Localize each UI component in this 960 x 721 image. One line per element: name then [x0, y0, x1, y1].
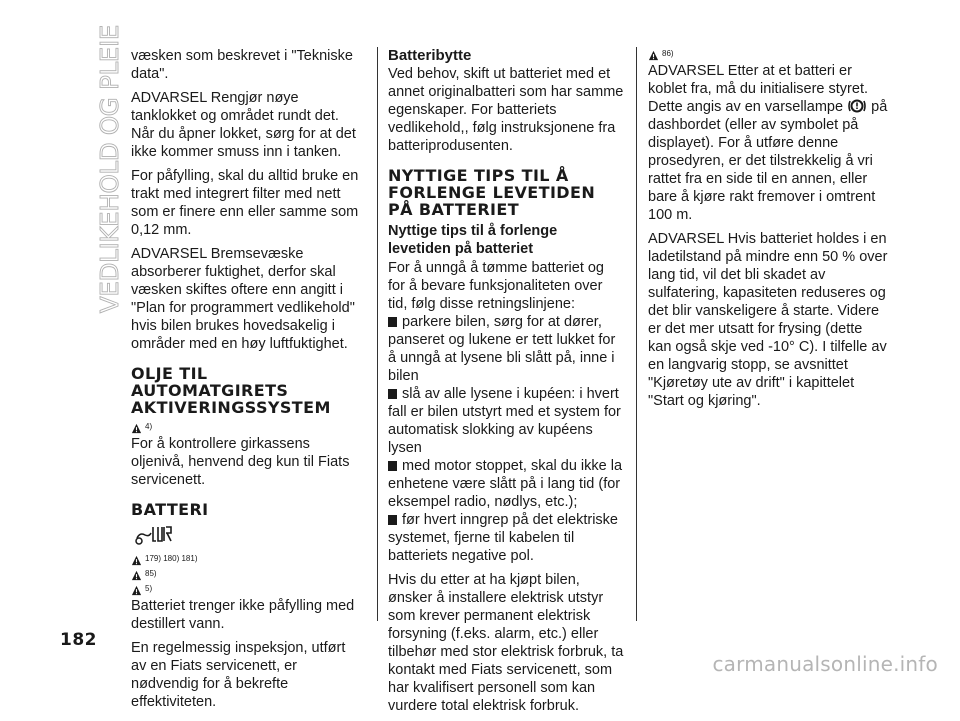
section-side-title — [80, 24, 130, 314]
reference-batteri-2 — [131, 567, 364, 581]
paragraph: ADVARSEL Rengjør nøye tanklokket og området rundt det. Når du åpner lokket, sørg for at det ikke kommer smuss inn i tanken. — [131, 90, 356, 160]
warning-triangle-icon — [131, 555, 142, 566]
paragraph: væsken som beskrevet i "Tekniske data". — [131, 48, 353, 82]
heading-batteribytte: Batteribytte — [388, 47, 472, 64]
reference-olje — [131, 420, 364, 434]
paragraph: For påfylling, skal du alltid bruke en trakt med integrert filter med nett som er finere enn eller samme som 0,12 mm. — [131, 168, 359, 238]
battery-disposal-icon — [133, 524, 175, 546]
heading-nyttige-tips: NYTTIGE TIPS TIL Å FORLENGE LEVETIDEN PÅ BATTERIET — [388, 166, 596, 219]
reference-number: 4) — [145, 422, 153, 431]
column-1 — [131, 47, 364, 717]
steering-warning-lamp-icon — [847, 99, 867, 113]
warning-triangle-icon — [131, 585, 142, 596]
subheading-nyttige-tips: Nyttige tips til å forlenge levetiden på batteriet — [388, 223, 558, 257]
list-item — [388, 313, 624, 385]
warning-triangle-icon — [131, 423, 142, 434]
page-number: 182 — [60, 630, 97, 650]
bullet-icon — [388, 461, 397, 471]
column-3 — [648, 47, 888, 416]
list-item-text: med motor stoppet, skal du ikke la enhetene være slått på i lang tid (for eksempel radio, nødlys, etc.); — [388, 458, 623, 510]
list-item — [388, 385, 624, 457]
warning-triangle-icon — [131, 570, 142, 581]
paragraph-text: på dashbordet (eller av symbolet på displayet). For å utføre denne prosedyren, er det tilstrekkelig å vri rattet fra en side til en annen, eller bare å kjøre rakt fremover i omtrent 100 m. — [648, 99, 888, 223]
column-divider — [377, 47, 378, 621]
bullet-icon — [388, 317, 397, 327]
paragraph-text: ADVARSEL Etter at et batteri er koblet fra, må du initialisere styret. Dette angis av en varsellampe — [648, 63, 869, 115]
paragraph: Batteriet trenger ikke påfylling med destillert vann. — [131, 598, 355, 632]
side-title-text: VEDLIKEHOLD OG PLEIE — [95, 24, 124, 314]
list-item — [388, 457, 624, 511]
bullet-icon — [388, 389, 397, 399]
reference-batteri-3 — [131, 582, 364, 596]
list-item-text: slå av alle lysene i kupéen: i hvert fall er bilen utstyrt med et system for automatisk slokking av kupéens lysen — [388, 386, 621, 456]
bullet-icon — [388, 515, 397, 525]
reference-number: 5) — [145, 584, 153, 593]
warning-triangle-icon — [648, 50, 659, 61]
reference-number: 179) 180) 181) — [145, 554, 198, 563]
paragraph: For å kontrollere girkassens oljenivå, henvend deg kun til Fiats servicenett. — [131, 436, 350, 488]
column-2 — [388, 47, 624, 721]
paragraph — [648, 62, 888, 224]
heading-olje: OLJE TIL AUTOMATGIRETS AKTIVERINGSSYSTEM — [131, 364, 331, 417]
reference-advarsel — [648, 47, 888, 61]
paragraph: For å unngå å tømme batteriet og for å bevare funksjonaliteten over tid, følg disse retningslinjene: — [388, 260, 604, 312]
list-item-text: parkere bilen, sørg for at dører, panseret og lukene er tett lukket for å unngå at lysene bli slått på, inne i bilen — [388, 314, 616, 384]
reference-number: 86) — [662, 49, 674, 58]
paragraph: En regelmessig inspeksjon, utført av en Fiats servicenett, er nødvendig for å bekrefte effektiviteten. — [131, 640, 346, 710]
column-divider — [636, 47, 637, 621]
paragraph: Hvis du etter at ha kjøpt bilen, ønsker å installere elektrisk utstyr som krever permanent elektrisk forsyning (f.eks. alarm, etc.) eller tilbehør med stor elektrisk forbruk, ta kontakt med Fiats servicenett, som har kvalifisert personell som kan vurdere total elektrisk forbruk. — [388, 572, 624, 714]
heading-batteri: BATTERI — [131, 500, 209, 519]
footer-watermark: carmanualsonline.info — [712, 652, 938, 676]
list-item — [388, 511, 624, 565]
paragraph: Ved behov, skift ut batteriet med et annet originalbatteri som har samme egenskaper. For batteriets vedlikehold,, følg instruksjonene fra batteriprodusenten. — [388, 66, 624, 154]
paragraph: ADVARSEL Hvis batteriet holdes i en ladetilstand på mindre enn 50 % over lang tid, vil det bli skadet av sulfatering, kapasiteten reduseres og det blir vanskeligere å starte. Videre er det mer utsatt for frysing (dette kan også skje ved -10° C). I tilfelle av en langvarig stopp, se avsnittet "Kjøretøy ute av drift" i kapittelet "Start og kjøring". — [648, 231, 888, 409]
reference-number: 85) — [145, 569, 157, 578]
reference-batteri-1 — [131, 552, 364, 566]
paragraph: ADVARSEL Bremsevæske absorberer fuktighet, derfor skal væsken skiftes oftere enn angitt i "Plan for programmert vedlikehold" hvis bilen brukes hovedsakelig i områder med en høy luftfuktighet. — [131, 246, 355, 352]
list-item-text: før hvert inngrep på det elektriske systemet, fjerne til kabelen til batteriets negative pol. — [388, 512, 618, 564]
